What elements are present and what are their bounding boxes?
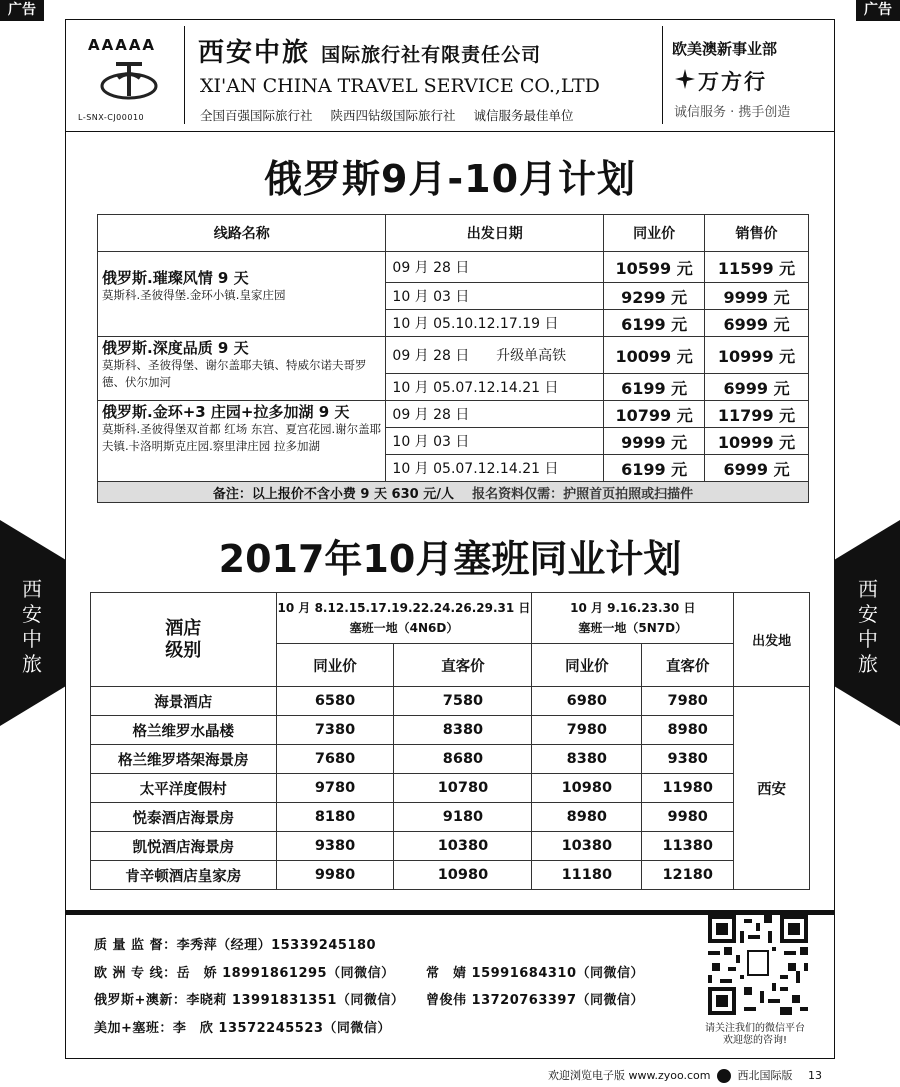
price-cell: 7980 xyxy=(532,716,642,745)
page-number: 13 xyxy=(808,1069,822,1082)
page-frame xyxy=(65,19,835,1059)
retail-price: 11799 元 xyxy=(705,401,809,428)
date-cell: 10 月 05.07.12.14.21 日 xyxy=(386,455,604,482)
date-cell: 09 月 28 日 xyxy=(386,401,604,428)
trade-price: 9999 元 xyxy=(604,428,705,455)
price-cell: 12180 xyxy=(642,861,734,890)
col-date: 出发日期 xyxy=(386,215,604,252)
saipan-table xyxy=(90,592,810,890)
trade-header: 同业价 xyxy=(532,644,642,687)
rating-stars: AAAAA xyxy=(88,36,157,54)
date-cell: 09 月 28 日 xyxy=(386,252,604,283)
price-cell: 10980 xyxy=(394,861,532,890)
department-name: 欧美澳新事业部 xyxy=(672,40,778,58)
table-row xyxy=(91,716,810,745)
russia-note: 备注：以上报价不含小费 9 天 630 元/人 报名资料仅需：护照首页拍照或扫描件 xyxy=(98,482,809,503)
col-retail: 销售价 xyxy=(705,215,809,252)
contacts xyxy=(94,932,645,1042)
trade-price: 10799 元 xyxy=(604,401,705,428)
col-route: 线路名称 xyxy=(98,215,386,252)
route-desc: 莫斯科.圣彼得堡双首都 红场 东宫、夏宫花园.谢尔盖耶夫镇.卡洛明斯克庄园.察里津庄园 拉多加湖 xyxy=(102,422,382,453)
price-cell: 8380 xyxy=(394,716,532,745)
qr-caption: 请关注我们的微信平台 欢迎您的咨询! xyxy=(705,1023,805,1046)
russia-note-docs: 报名资料仅需：护照首页拍照或扫描件 xyxy=(472,486,694,502)
company-name-cn: 西安中旅 国际旅行社有限责任公司 xyxy=(198,38,542,68)
table-row xyxy=(91,832,810,861)
date-cell: 10 月 03 日 xyxy=(386,283,604,310)
departure-city: 西安 xyxy=(734,687,810,890)
hotel-name: 格兰维罗塔架海景房 xyxy=(91,745,277,774)
retail-price: 6999 元 xyxy=(705,455,809,482)
price-cell: 11380 xyxy=(642,832,734,861)
trade-header: 同业价 xyxy=(276,644,394,687)
hotel-name: 肯辛顿酒店皇家房 xyxy=(91,861,277,890)
license-number: L-SNX-CJ00010 xyxy=(78,113,145,122)
trade-price: 6199 元 xyxy=(604,310,705,337)
price-cell: 8180 xyxy=(276,803,394,832)
price-cell: 6580 xyxy=(276,687,394,716)
hotel-level-header: 酒店 级别 xyxy=(91,593,277,687)
trade-price: 10099 元 xyxy=(604,337,705,374)
hotel-name: 格兰维罗水晶楼 xyxy=(91,716,277,745)
price-cell: 10980 xyxy=(532,774,642,803)
hotel-name: 太平洋度假村 xyxy=(91,774,277,803)
group2-header: 10 月 9.16.23.30 日 塞班一地（5N7D） xyxy=(532,593,734,644)
route-cell xyxy=(98,401,386,482)
table-row xyxy=(91,861,810,890)
footer-logo-icon xyxy=(717,1069,731,1083)
footer-text: 欢迎浏览电子版 www.zyoo.com xyxy=(547,1069,711,1082)
price-cell: 9780 xyxy=(276,774,394,803)
date-cell: 10 月 05.10.12.17.19 日 xyxy=(386,310,604,337)
route-cell xyxy=(98,337,386,401)
price-cell: 8980 xyxy=(642,716,734,745)
date-cell: 10 月 05.07.12.14.21 日 xyxy=(386,374,604,401)
russia-title: 俄罗斯9月-10月计划 xyxy=(263,157,637,201)
price-cell: 8980 xyxy=(532,803,642,832)
table-row xyxy=(98,337,809,374)
brand-slogan: 诚信服务 · 携手创造 xyxy=(674,105,791,120)
retail-price: 10999 元 xyxy=(705,337,809,374)
table-row xyxy=(98,252,809,283)
route-name: 俄罗斯.金环+3 庄园+拉多加湖 9 天 xyxy=(102,403,350,421)
price-cell: 7980 xyxy=(642,687,734,716)
side-text-left: 西 安 中 旅 xyxy=(22,577,42,676)
direct-header: 直客价 xyxy=(642,644,734,687)
company-name-en: XI'AN CHINA TRAVEL SERVICE CO.,LTD xyxy=(200,75,600,97)
price-cell: 7580 xyxy=(394,687,532,716)
route-desc: 莫斯科.圣彼得堡.金环小镇.皇家庄园 xyxy=(102,288,286,302)
trade-price: 10599 元 xyxy=(604,252,705,283)
wechat-qr-code xyxy=(708,915,808,1015)
retail-price: 6999 元 xyxy=(705,310,809,337)
price-cell: 6980 xyxy=(532,687,642,716)
table-row xyxy=(91,774,810,803)
price-cell: 9980 xyxy=(276,861,394,890)
footer-edition: 西北国际版 xyxy=(737,1069,793,1082)
price-cell: 8680 xyxy=(394,745,532,774)
route-cell xyxy=(98,252,386,337)
price-cell: 11180 xyxy=(532,861,642,890)
departure-header: 出发地 xyxy=(734,593,810,687)
ad-label-right: 广告 xyxy=(856,0,900,21)
price-cell: 7680 xyxy=(276,745,394,774)
trade-price: 6199 元 xyxy=(604,455,705,482)
retail-price: 6999 元 xyxy=(705,374,809,401)
trade-price: 6199 元 xyxy=(604,374,705,401)
group1-header: 10 月 8.12.15.17.19.22.24.26.29.31 日 塞班一地（4N6D） xyxy=(276,593,532,644)
contact-row: 欧 洲 专 线：岳 娇 18991861295（同微信） 常 婧 15991684310（同微信） xyxy=(94,965,645,981)
upgrade-note: 升级单高铁 xyxy=(496,348,567,364)
date-cell: 10 月 03 日 xyxy=(386,428,604,455)
side-text-right: 西 安 中 旅 xyxy=(858,577,878,676)
russia-table xyxy=(97,214,809,503)
date-cell: 09 月 28 日 升级单高铁 xyxy=(386,337,604,374)
price-cell: 10380 xyxy=(394,832,532,861)
table-row xyxy=(98,401,809,428)
company-slogans: 全国百强国际旅行社 陕西四钻级国际旅行社 诚信服务最佳单位 xyxy=(200,108,574,123)
hotel-name: 海景酒店 xyxy=(91,687,277,716)
retail-price: 9999 元 xyxy=(705,283,809,310)
price-cell: 9380 xyxy=(276,832,394,861)
hotel-name: 凯悦酒店海景房 xyxy=(91,832,277,861)
price-cell: 9380 xyxy=(642,745,734,774)
route-name: 俄罗斯.深度品质 9 天 xyxy=(102,339,249,357)
route-desc: 莫斯科、圣彼得堡、谢尔盖耶夫镇、特威尔诺夫哥罗德、伏尔加河 xyxy=(102,358,367,389)
logo-icon xyxy=(98,56,160,108)
price-cell: 10780 xyxy=(394,774,532,803)
table-row xyxy=(91,803,810,832)
page-footer xyxy=(548,1067,822,1083)
hotel-name: 悦泰酒店海景房 xyxy=(91,803,277,832)
table-row xyxy=(91,745,810,774)
price-cell: 11980 xyxy=(642,774,734,803)
table-row xyxy=(91,687,810,716)
price-cell: 9980 xyxy=(642,803,734,832)
contact-row: 美加+塞班：李 欣 13572245523（同微信） xyxy=(94,1020,391,1036)
header xyxy=(66,20,834,132)
russia-header-row xyxy=(98,215,809,252)
retail-price: 10999 元 xyxy=(705,428,809,455)
brand-star-icon xyxy=(674,68,696,90)
contact-row: 质 量 监 督：李秀萍（经理）15339245180 xyxy=(94,938,377,953)
price-cell: 7380 xyxy=(276,716,394,745)
col-trade: 同业价 xyxy=(604,215,705,252)
contact-row: 俄罗斯+澳新：李晓莉 13991831351（同微信） 曾俊伟 13720763397（同微信） xyxy=(94,993,645,1008)
saipan-title: 2017年10月塞班同业计划 xyxy=(218,537,682,581)
price-cell: 8380 xyxy=(532,745,642,774)
retail-price: 11599 元 xyxy=(705,252,809,283)
direct-header: 直客价 xyxy=(394,644,532,687)
trade-price: 9299 元 xyxy=(604,283,705,310)
price-cell: 9180 xyxy=(394,803,532,832)
brand-name: 万方行 xyxy=(698,70,767,94)
ad-label-left: 广告 xyxy=(0,0,44,21)
company-logo xyxy=(74,30,184,125)
route-name: 俄罗斯.璀璨风情 9 天 xyxy=(102,269,249,287)
price-cell: 10380 xyxy=(532,832,642,861)
